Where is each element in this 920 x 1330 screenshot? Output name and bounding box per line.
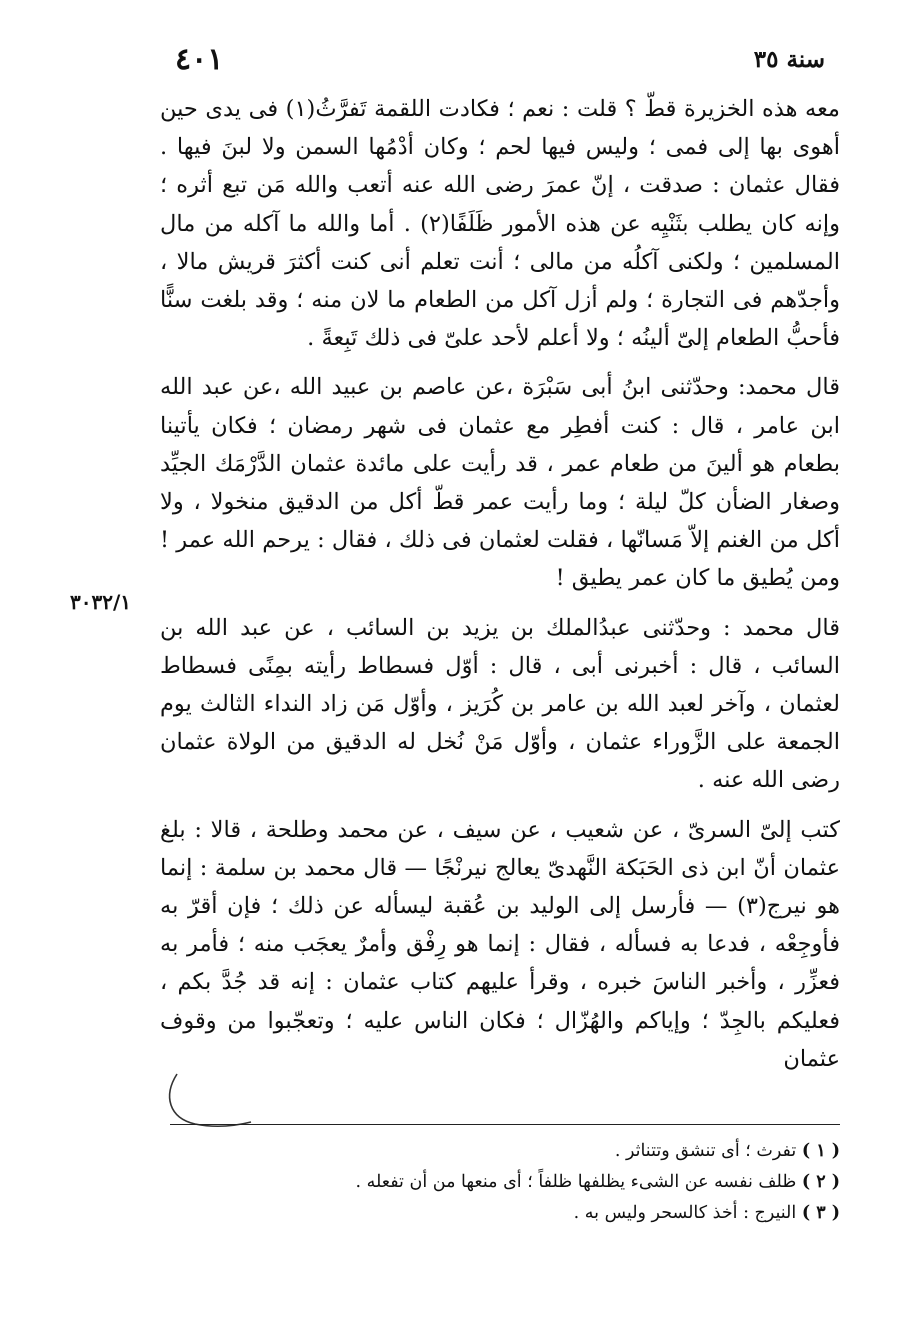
margin-reference: ٣٠٣٢/١ <box>70 590 132 614</box>
footnotes <box>170 1136 840 1229</box>
page-number: ٤٠١ <box>175 42 224 77</box>
footnote-item <box>170 1167 840 1198</box>
footnote-number: ( ١ ) <box>801 1141 840 1161</box>
paragraph-2: قال محمد: وحدّثنى ابنُ أبى سَبْرَة ،عن عاصم بن عبيد الله ،عن عبد الله ابن عامر ، قال : كنت أفطِر مع عثمان فى شهر رمضان ؛ فكان يأتينا بطعام هو ألينَ من طعام عمر ، قد رأيت على مائدة عثمان الدَّرْمَك الجيِّد وصغار الضأن كلّ ليلة ؛ وما رأيت عمر قطّ أكل من الدقيق منخولا ، ولا أكل من الغنم إلاّ مَسانّها ، فقلت لعثمان فى ذلك ، فقال : يرحم الله عمر ! ومن يُطيق ما كان عمر يطيق ! <box>160 374 840 592</box>
footnote-text: ظلف نفسه عن الشىء يظلفها ظلفاً ؛ أى منعها من أن تفعله . <box>355 1172 797 1192</box>
paragraph-1: معه هذه الخزيرة قطّ ؟ قلت : نعم ؛ فكادت اللقمة تَفرَّثُ(١) فى يدى حين أهوى بها إلى فمى ؛ وليس فيها لحم ؛ وكان أدْمُها السمن ولا لبنَ فيها . فقال عثمان : صدقت ، إنّ عمرَ رضى الله عنه أتعب والله مَن تبع أثره ؛ وإنه كان يطلب بثَنْيِه عن هذه الأمور ظَلَفًا(٢) . أما والله ما آكله من مال المسلمين ؛ ولكنى آكلُه من مالى ؛ أنت تعلم أنى كنت أكثرَ قريش مالا ، وأجدّهم فى التجارة ؛ ولم أزل آكل من الطعام ما لان منه ؛ وقد بلغت سنًّا فأحبُّ الطعام إلىّ ألينُه ؛ ولا أعلم لأحد علىّ فى ذلك تَبِعةً . <box>160 96 840 352</box>
pencil-mark <box>155 1066 255 1136</box>
footnote-rule <box>170 1124 840 1125</box>
footnote-item <box>170 1198 840 1229</box>
footnote-text: النيرج : أخذ كالسحر وليس به . <box>573 1203 797 1223</box>
page-header <box>175 42 825 86</box>
running-head-year: سنة ٣٥ <box>753 46 825 73</box>
footnote-number: ( ٢ ) <box>801 1172 840 1192</box>
paragraph-4: كتب إلىّ السرىّ ، عن شعيب ، عن سيف ، عن محمد وطلحة ، قالا : بلغ عثمان أنّ ابن ذى الحَبَكة النَّهدىّ يعالج نيرنْجًا — قال محمد بن سلمة : إنما هو نيرج(٣) — فأرسل إلى الوليد بن عُقبة ليسأله عن ذلك ؛ فإن أقرّ به فأوجِعْه ، فدعا به فسأله ، فقال : إنما هو رِفْق وأمرٌ يعجَب منه ؛ فأمر به فعزِّر ، وأخبر الناسَ خبره ، وقرأ عليهم كتاب عثمان : إنه قد جُدَّ بكم ، فعليكم بالجِدّ ؛ وإياكم والهُزّال ؛ فكان الناس عليه ؛ وتعجّبوا من وقوف عثمان <box>160 816 840 1072</box>
main-text <box>160 90 840 1078</box>
footnote-number: ( ٣ ) <box>801 1203 840 1223</box>
paragraph-3: قال محمد : وحدّثنى عبدُالملك بن يزيد بن السائب ، عن عبد الله بن السائب ، قال : أخبرنى أبى ، قال : أوّل فسطاط رأيته بمِنًى فسطاط لعثمان ، وآخر لعبد الله بن عامر بن كُرَيز ، وأوّل مَن زاد النداء الثالث يوم الجمعة على الزَّوراء عثمان ، وأوّل مَنْ نُخل له الدقيق من الولاة عثمان رضى الله عنه . <box>160 614 840 794</box>
footnote-text: تفرث ؛ أى تنشق وتتناثر . <box>614 1141 797 1161</box>
footnote-item <box>170 1136 840 1167</box>
